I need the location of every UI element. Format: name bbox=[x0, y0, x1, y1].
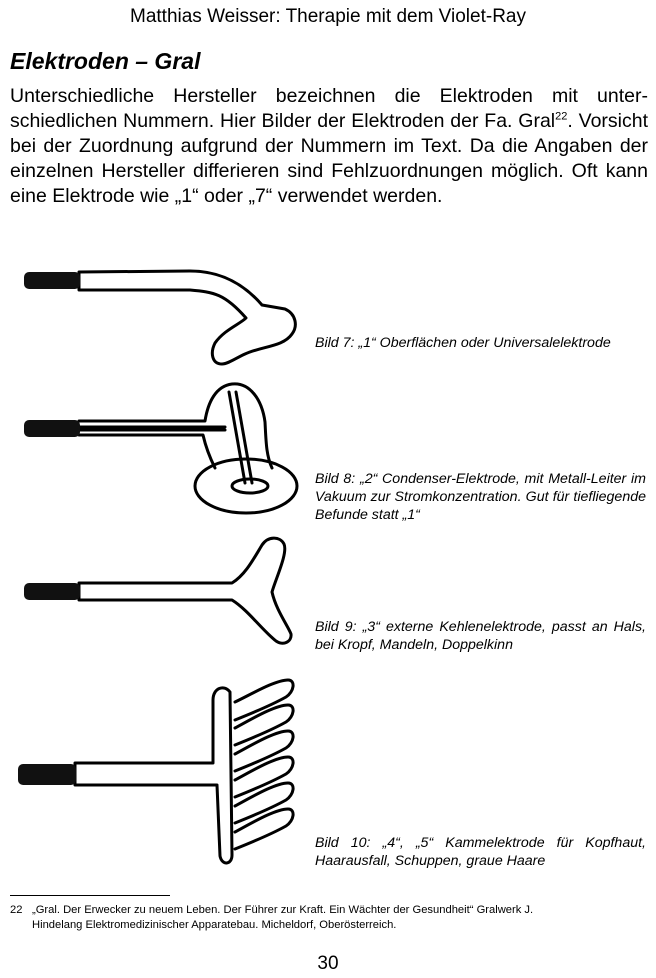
footnote-number: 22 bbox=[10, 904, 23, 916]
figure-8-caption: Bild 8: „2“ Condenser-Elektrode, mit Metall-Leiter im Vakuum zur Stromkonzentration. Gut für tiefliegende Befunde statt „1“ bbox=[315, 471, 646, 523]
running-header: Matthias Weisser: Therapie mit dem Violet-Ray bbox=[130, 6, 526, 27]
footnote-text-line2: Hindelang Elektromedizinischer Apparatebau. Micheldorf, Oberösterreich. bbox=[32, 919, 397, 931]
footnote-text-line1: „Gral. Der Erwecker zu neuem Leben. Der Führer zur Kraft. Ein Wächter der Gesundheit“ Gralwerk J. bbox=[32, 904, 534, 916]
page-number: 30 bbox=[317, 953, 339, 974]
intro-text-part1: Unterschiedliche Hersteller bezeichnen die Elektroden mit unterschiedlichen Nummern. Hier Bilder der Elektroden der Fa. Gral bbox=[10, 85, 648, 132]
figure-7-caption: Bild 7: „1“ Oberflächen oder Universalelektrode bbox=[315, 335, 611, 351]
intro-text-part2: . Vorsicht bei der Zuordnung aufgrund der Nummern im Text. Da die Angaben der einzelnen Hersteller differieren sind Fehlzuordnungen möglich. Oft kann eine Elektrode wie „1“ oder „7“ verwendet werden. bbox=[10, 110, 648, 207]
footnote-reference: 22 bbox=[555, 110, 568, 123]
section-title: Elektroden – Gral bbox=[10, 48, 201, 74]
figure-10-caption: Bild 10: „4“, „5“ Kammelektrode für Kopfhaut, Haarausfall, Schuppen, graue Haare bbox=[315, 835, 646, 869]
figure-9-caption: Bild 9: „3“ externe Kehlenelektrode, passt an Hals, bei Kropf, Mandeln, Doppelkinn bbox=[315, 619, 646, 653]
footnote bbox=[10, 903, 646, 933]
footnote-divider bbox=[10, 895, 170, 896]
intro-paragraph bbox=[10, 84, 648, 209]
